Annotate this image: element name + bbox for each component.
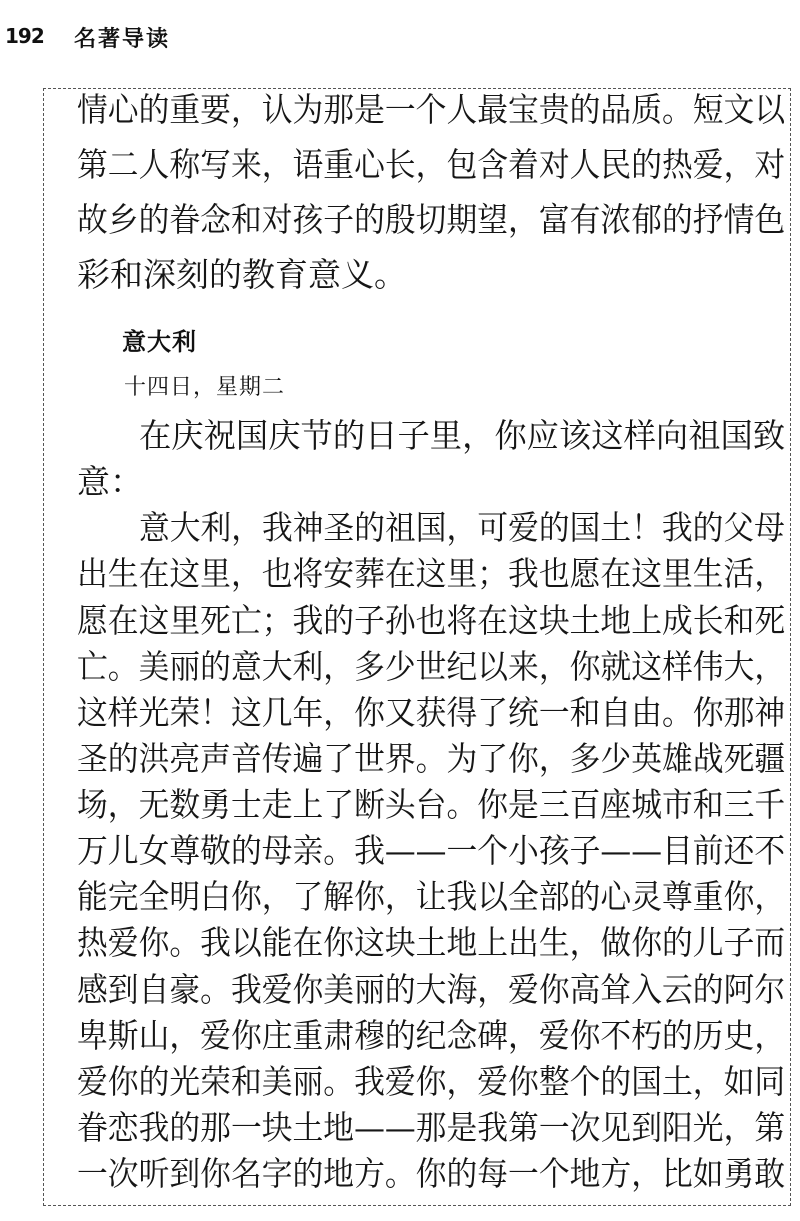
body-line: 眷恋我的那一块土地——那是我第一次见到阳光，第 xyxy=(77,1108,786,1147)
body-line: 圣的洪亮声音传遍了世界。为了你，多少英雄战死疆 xyxy=(77,739,786,778)
body-line: 意： xyxy=(77,462,143,501)
body-line: 爱你的光荣和美丽。我爱你，爱你整个的国土，如同 xyxy=(77,1062,786,1101)
intro-line: 第二人称写来，语重心长，包含着对人民的热爱，对 xyxy=(77,145,786,184)
body-line: 场，无数勇士走上了断头台。你是三百座城市和三千 xyxy=(77,785,786,824)
body-line: 在庆祝国庆节的日子里，你应该这样向祖国致 xyxy=(139,416,786,455)
body-line: 热爱你。我以能在你这块土地上出生，做你的儿子而 xyxy=(77,923,786,962)
body-line: 亡。美丽的意大利，多少世纪以来，你就这样伟大， xyxy=(77,647,786,686)
body-line: 能完全明白你，了解你，让我以全部的心灵尊重你， xyxy=(77,877,786,916)
section-heading: 意大利 xyxy=(122,328,197,356)
body-line: 卑斯山，爱你庄重肃穆的纪念碑，爱你不朽的历史， xyxy=(77,1016,786,1055)
intro-line: 情心的重要，认为那是一个人最宝贵的品质。短文以 xyxy=(77,90,786,129)
body-line: 愿在这里死亡；我的子孙也将在这块土地上成长和死 xyxy=(77,601,786,640)
page-header xyxy=(0,22,800,58)
page-number: 192 xyxy=(5,24,44,48)
body-line: 万儿女尊敬的母亲。我——一个小孩子——目前还不 xyxy=(77,831,786,870)
book-title: 名著导读 xyxy=(74,27,171,52)
body-line: 一次听到你名字的地方。你的每一个地方，比如勇敢 xyxy=(77,1154,786,1193)
body-line: 这样光荣！这几年，你又获得了统一和自由。你那神 xyxy=(77,693,786,732)
body-line: 感到自豪。我爱你美丽的大海，爱你高耸入云的阿尔 xyxy=(77,970,786,1009)
intro-line: 彩和深刻的教育意义。 xyxy=(77,255,407,294)
body-line: 出生在这里，也将安葬在这里；我也愿在这里生活， xyxy=(77,554,786,593)
date-line: 十四日，星期二 xyxy=(124,375,286,400)
body-line: 意大利，我神圣的祖国，可爱的国土！我的父母 xyxy=(139,508,785,547)
intro-line: 故乡的眷念和对孩子的殷切期望，富有浓郁的抒情色 xyxy=(77,200,786,239)
